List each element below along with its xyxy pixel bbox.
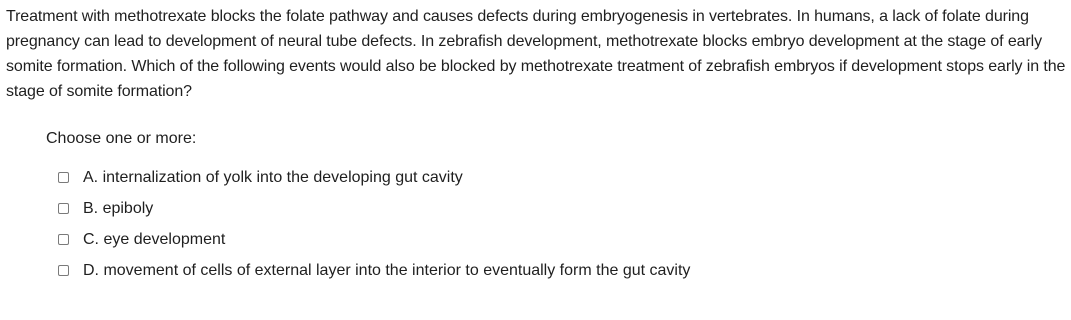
option-b-label	[83, 198, 153, 220]
question-text: Treatment with methotrexate blocks the folate pathway and causes defects during embryogenesis in vertebrates. In humans, a lack of folate during pregnancy can lead to development of neural tube defects. In zebrafish development, methotrexate blocks embryo development at the stage of early somite formation. Which of the following events would also be blocked by methotrexate treatment of zebrafish embryos if development stops early in the stage of somite formation?	[6, 8, 1066, 100]
option-b-letter: B.	[83, 199, 99, 217]
option-b-text: epiboly	[102, 199, 154, 217]
answer-options	[58, 162, 690, 286]
checkbox-c[interactable]	[58, 234, 69, 245]
option-b[interactable]	[58, 193, 690, 224]
option-a-label	[83, 167, 463, 189]
option-d-label	[83, 260, 690, 282]
option-d[interactable]	[58, 255, 690, 286]
option-c-label	[83, 229, 225, 251]
choose-prompt: Choose one or more:	[46, 130, 197, 147]
checkbox-b[interactable]	[58, 203, 69, 214]
option-c-letter: C.	[83, 230, 99, 248]
option-c-text: eye development	[103, 230, 226, 248]
option-a[interactable]	[58, 162, 690, 193]
option-a-text: internalization of yolk into the developing gut cavity	[102, 168, 463, 186]
option-d-text: movement of cells of external layer into the interior to eventually form the gut cavity	[103, 261, 691, 279]
checkbox-a[interactable]	[58, 172, 69, 183]
option-d-letter: D.	[83, 261, 99, 279]
option-a-letter: A.	[83, 168, 99, 186]
checkbox-d[interactable]	[58, 265, 69, 276]
option-c[interactable]	[58, 224, 690, 255]
